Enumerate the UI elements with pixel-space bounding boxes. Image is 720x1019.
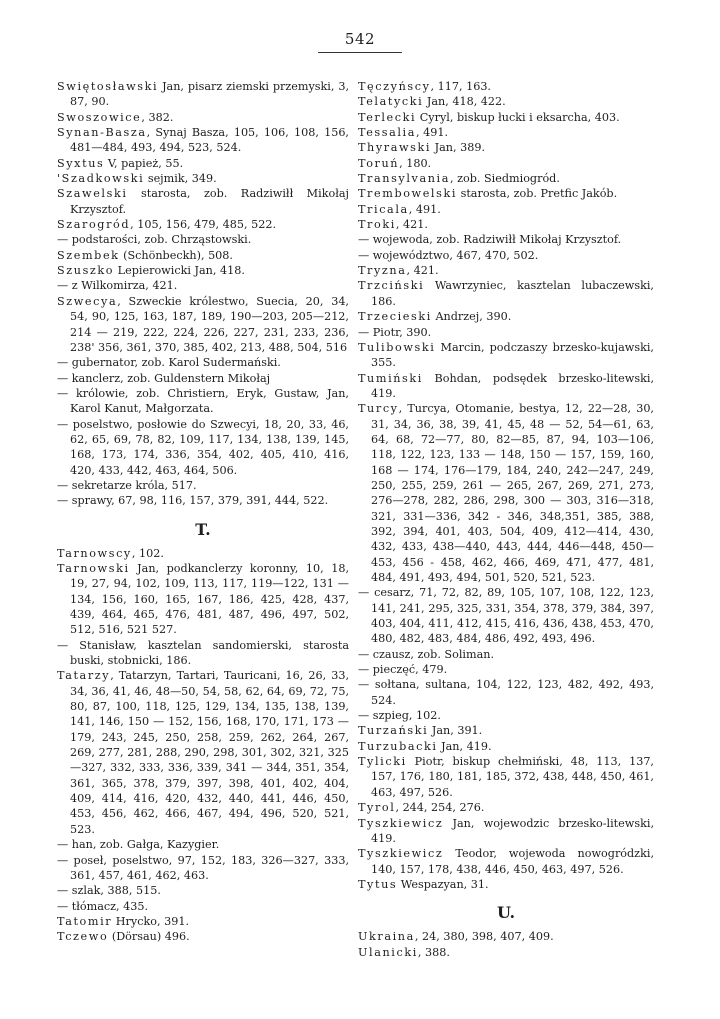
- index-entry: [358, 232, 654, 247]
- index-entry: [358, 140, 654, 155]
- entry-text: , 421.: [395, 218, 428, 232]
- entry-headword: Tryzna: [358, 264, 407, 278]
- entry-text: Bohdan, podsędek brzesko-litewski, 419.: [371, 371, 654, 400]
- entry-headword: 'Szadkowski: [57, 172, 145, 186]
- entry-headword: Szarogród: [57, 218, 131, 232]
- entry-text: , 117, 163.: [430, 80, 491, 93]
- entry-headword: Tytus: [358, 877, 398, 891]
- index-entry: [57, 371, 349, 386]
- index-entry: [358, 816, 654, 847]
- entry-headword: Tczewo: [57, 930, 109, 944]
- entry-text: — cesarz, 71, 72, 82, 89, 105, 107, 108, 122, 123, 141, 241, 295, 325, 331, 354, 378, 379, 384, 397, 403, 404, 411, 412, 415, 416, 436, 438, 453, 470, 480, 482, 483, 484, 486, 492, 493, 496.: [358, 586, 654, 646]
- right-column: [358, 79, 654, 960]
- entry-headword: Toruń: [358, 156, 400, 170]
- entry-text: Marcin, podczaszy brzesko-kujawski, 355.: [371, 340, 654, 370]
- entry-text: , 421.: [406, 264, 439, 278]
- index-entry: [57, 837, 349, 852]
- index-entry: [57, 883, 349, 898]
- index-entry: [57, 79, 349, 110]
- index-entry: [358, 263, 654, 278]
- entry-text: , 102.: [131, 546, 164, 560]
- index-entry: [358, 585, 654, 646]
- index-entry: [358, 110, 654, 125]
- index-entry: [57, 668, 349, 837]
- index-entry: [57, 232, 349, 247]
- entry-text: — gubernator, zob. Karol Sudermański.: [57, 356, 281, 370]
- entry-text: — tłómacz, 435.: [57, 899, 149, 913]
- index-entry: [57, 929, 349, 944]
- entry-text: — sołtana, sultana, 104, 122, 123, 482, 492, 493, 524.: [358, 678, 654, 707]
- entry-headword: Tricala: [358, 202, 409, 216]
- entry-headword: Tyrol: [358, 801, 396, 815]
- entry-text: , 180.: [399, 156, 432, 170]
- index-entry: [358, 202, 654, 217]
- left-column: [57, 79, 349, 945]
- entry-headword: Troki: [358, 218, 396, 232]
- entry-headword: Tyszkiewicz: [358, 816, 444, 830]
- index-entry: [57, 493, 349, 508]
- index-entry: [358, 723, 654, 738]
- entry-headword: Tarnowski: [57, 561, 130, 575]
- entry-headword: Tessalia: [358, 126, 416, 140]
- index-entry: [358, 739, 654, 754]
- index-entry: [57, 156, 349, 171]
- index-entry: [57, 355, 349, 370]
- entry-text: Cyryl, biskup łucki i eksarcha, 403.: [416, 110, 620, 124]
- entry-headword: Turzański: [358, 724, 429, 738]
- entry-headword: Tatomir: [57, 914, 113, 928]
- entry-text: — podstarości, zob. Chrząstowski.: [57, 233, 252, 247]
- entry-headword: Szwecya: [57, 294, 118, 308]
- index-entry: [358, 278, 654, 309]
- entry-headword: Tulibowski: [358, 340, 436, 354]
- entry-headword: Trzciński: [358, 279, 425, 293]
- index-entry: [358, 125, 654, 140]
- index-entry: [358, 371, 654, 402]
- entry-text: V, papież, 55.: [104, 156, 184, 170]
- entry-text: Jan, 389.: [431, 141, 486, 155]
- entry-text: , zob. Siedmiogród.: [449, 172, 560, 186]
- page-number: 542: [344, 30, 376, 48]
- entry-headword: Thyrawski: [358, 141, 432, 155]
- entry-text: Jan, podkanclerzy koronny, 10, 18, 19, 27, 94, 102, 109, 113, 117, 119—122, 131 — 134, 156, 160, 165, 167, 186, 425, 428, 437, 439, 464, 465, 476, 481, 487, 496, 497, 502, 512, 516, 521 527.: [70, 561, 349, 637]
- index-entry: [57, 248, 349, 263]
- index-entry: [57, 638, 349, 669]
- index-entry: [358, 401, 654, 585]
- index-entry: [57, 478, 349, 493]
- entry-text: — kanclerz, zob. Guldenstern Mikołaj: [57, 371, 271, 385]
- entry-text: , Tatarzyn, Tartari, Tauricani, 16, 26, 33, 34, 36, 41, 46, 48—50, 54, 58, 62, 64, 69, 72, 75, 80, 87, 100, 118, 125, 129, 134, 135, 138, 139, 141, 146, 150 — 152, 156, 168, 170, 171, 173 — 179, 243, 245, 250, 258, 259, 262, 264, 267, 269, 277, 281, 288, 290, 298, 301, 302, 321, 325—327, 332, 333, 336, 339, 341 — 344, 351, 354, 361, 365, 378, 379, 397, 398, 401, 402, 404, 409, 414, 416, 420, 432, 440, 441, 446, 450, 453, 456, 462, 466, 467, 494, 496, 520, 521, 523.: [70, 669, 349, 836]
- entry-headword: Turcy: [358, 402, 399, 416]
- entry-headword: Szuszko: [57, 264, 115, 278]
- entry-text: — królowie, zob. Christiern, Eryk, Gustaw, Jan, Karol Kanut, Małgorzata.: [57, 386, 349, 416]
- entry-headword: Szawelski: [57, 187, 128, 201]
- index-entry: [57, 110, 349, 125]
- index-entry: [57, 546, 349, 561]
- section-letter-heading: U.: [496, 903, 516, 923]
- index-entry: [57, 186, 349, 217]
- entry-text: , 491.: [416, 126, 449, 140]
- entry-headword: Tatarzy: [57, 669, 111, 683]
- index-entry: [57, 263, 349, 278]
- index-entry: [358, 248, 654, 263]
- entry-text: — z Wilkomirza, 421.: [57, 279, 178, 293]
- entry-text: Piotr, biskup chełmiński, 48, 113, 137, 157, 176, 180, 181, 185, 372, 438, 448, 450, 461, 463, 497, 526.: [371, 755, 654, 799]
- entry-text: (Dörsau) 496.: [108, 930, 190, 944]
- index-entry: [358, 877, 654, 892]
- entry-text: Lepierowicki Jan, 418.: [114, 264, 245, 278]
- entry-headword: Tylicki: [358, 755, 407, 769]
- entry-text: , 382.: [141, 110, 174, 124]
- index-entry: [57, 914, 349, 929]
- entry-text: , 105, 156, 479, 485, 522.: [130, 218, 277, 232]
- entry-text: Jan, 391.: [428, 724, 483, 738]
- entry-headword: Tumiński: [358, 371, 423, 385]
- entry-text: — pieczęć, 479.: [358, 663, 448, 677]
- entry-headword: Synan-Basza: [57, 126, 147, 140]
- index-entry: [358, 79, 654, 94]
- index-entry: [57, 417, 349, 478]
- index-entry: [358, 94, 654, 109]
- index-entry: [358, 340, 654, 371]
- entry-headword: Terlecki: [358, 110, 417, 124]
- entry-text: Jan, 418, 422.: [423, 95, 506, 109]
- entry-text: , Synaj Basza, 105, 106, 108, 156, 481—484, 493, 494, 523, 524.: [70, 126, 349, 155]
- index-entry: [358, 945, 654, 960]
- page-number-rule: [318, 52, 402, 53]
- index-entry: [57, 294, 349, 355]
- entry-headword: Tyszkiewicz: [358, 847, 444, 861]
- index-entry: [358, 929, 654, 944]
- entry-headword: Trembowelski: [358, 187, 458, 201]
- index-entry: [57, 853, 349, 884]
- entry-headword: Syxtus: [57, 156, 105, 170]
- entry-headword: Ukraina: [358, 930, 415, 944]
- entry-headword: Swoszowice: [57, 110, 142, 124]
- entry-headword: Turzubacki: [358, 739, 438, 753]
- index-entry: [57, 899, 349, 914]
- index-entry: [57, 386, 349, 417]
- entry-text: , Szweckie królestwo, Suecia, 20, 34, 54, 90, 125, 163, 187, 189, 190—203, 205—212, 214 — 219, 222, 224, 226, 227, 231, 233, 236, 238' 356, 361, 370, 385, 402, 213, 488, 504, 516: [70, 294, 349, 354]
- entry-text: , 388.: [417, 945, 450, 959]
- entry-text: Jan, pisarz ziemski przemyski, 3, 87, 90.: [70, 80, 349, 109]
- entry-text: , 24, 380, 398, 407, 409.: [414, 930, 554, 944]
- entry-text: — województwo, 467, 470, 502.: [358, 248, 539, 262]
- entry-text: Jan, wojewodzic brzesko-litewski, 419.: [371, 816, 654, 845]
- index-entry: [57, 217, 349, 232]
- entry-text: — wojewoda, zob. Radziwiłł Mikołaj Krzysztof.: [358, 233, 622, 247]
- entry-headword: Transylvania: [358, 172, 450, 186]
- entry-text: Jan, 419.: [437, 739, 492, 753]
- index-entry: [358, 662, 654, 677]
- entry-text: — szlak, 388, 515.: [57, 884, 161, 898]
- entry-text: — Stanisław, kasztelan sandomierski, starosta buski, stobnicki, 186.: [57, 638, 349, 668]
- index-entry: [358, 708, 654, 723]
- index-entry: [358, 800, 654, 815]
- entry-text: — Piotr, 390.: [358, 325, 432, 339]
- entry-text: — czausz, zob. Soliman.: [358, 647, 495, 661]
- entry-headword: Swiętosławski: [57, 80, 159, 93]
- index-entry: [358, 677, 654, 708]
- entry-headword: Tarnowscy: [57, 546, 132, 560]
- entry-text: starosta, zob. Pretfic Jakób.: [457, 187, 618, 201]
- entry-text: — poseł, poselstwo, 97, 152, 183, 326—327, 333, 361, 457, 461, 462, 463.: [57, 853, 349, 882]
- index-entry: [57, 561, 349, 638]
- index-entry: [358, 647, 654, 662]
- entry-text: Hrycko, 391.: [112, 914, 190, 928]
- entry-text: — szpieg, 102.: [358, 709, 441, 723]
- index-entry: [358, 309, 654, 324]
- section-letter-heading: T.: [195, 519, 211, 539]
- entry-text: Andrzej, 390.: [431, 310, 512, 324]
- entry-text: — sprawy, 67, 98, 116, 157, 379, 391, 444, 522.: [57, 494, 329, 508]
- index-entry: [57, 278, 349, 293]
- entry-text: , 244, 254, 276.: [395, 801, 485, 815]
- entry-text: Wespazyan, 31.: [397, 877, 489, 891]
- entry-headword: Tęczyńscy: [358, 80, 431, 93]
- index-entry: [358, 754, 654, 800]
- entry-text: — poselstwo, posłowie do Szwecyi, 18, 20, 33, 46, 62, 65, 69, 78, 82, 109, 117, 134, 138, 139, 145, 168, 173, 174, 336, 354, 402, 405, 410, 416, 420, 433, 442, 463, 464, 506.: [57, 417, 349, 477]
- entry-text: sejmik, 349.: [144, 172, 217, 186]
- entry-headword: Trzecieski: [358, 310, 432, 324]
- index-entry: [358, 217, 654, 232]
- entry-headword: Telatycki: [358, 95, 424, 109]
- entry-headword: Ulanicki: [358, 945, 418, 959]
- index-entry: [358, 156, 654, 171]
- entry-text: Teodor, wojewoda nowogródzki, 140, 157, 178, 438, 446, 450, 463, 497, 526.: [371, 847, 654, 876]
- index-entry: [358, 325, 654, 340]
- index-entry: [358, 186, 654, 201]
- index-entry: [57, 171, 349, 186]
- entry-text: (Schönbeckh), 508.: [119, 248, 233, 262]
- index-entry: [57, 125, 349, 156]
- entry-headword: Szembek: [57, 248, 120, 262]
- entry-text: , Turcya, Otomanie, bestya, 12, 22—28, 30, 31, 34, 36, 38, 39, 41, 45, 48 — 52, 54—61, 63, 64, 68, 72—77, 80, 82—85, 87, 94, 103—106, 118, 122, 123, 133 — 148, 150 — 157, 159, 160, 168 — 174, 176—179, 184, 240, 242—247, 249, 250, 255, 259, 261 — 265, 267, 269, 271, 273, 276—278, 282, 286, 298, 300 — 303, 316—318, 321, 331—336, 342 - 346, 348,351, 385, 388, 392, 394, 401, 403, 504, 409, 412—414, 430, 432, 433, 438—440, 443, 444, 446—448, 450—453, 456 - 458, 462, 466, 469, 471, 477, 481, 484, 491, 493, 494, 501, 520, 521, 523.: [371, 402, 654, 584]
- entry-text: starosta, zob. Radziwiłł Mikołaj Krzysztof.: [70, 187, 349, 216]
- entry-text: , 491.: [408, 202, 441, 216]
- index-entry: [358, 846, 654, 877]
- entry-text: — han, zob. Gałga, Kazygier.: [57, 838, 220, 852]
- entry-text: Wawrzyniec, kasztelan lubaczewski, 186.: [371, 279, 654, 308]
- entry-text: — sekretarze króla, 517.: [57, 478, 197, 492]
- index-entry: [358, 171, 654, 186]
